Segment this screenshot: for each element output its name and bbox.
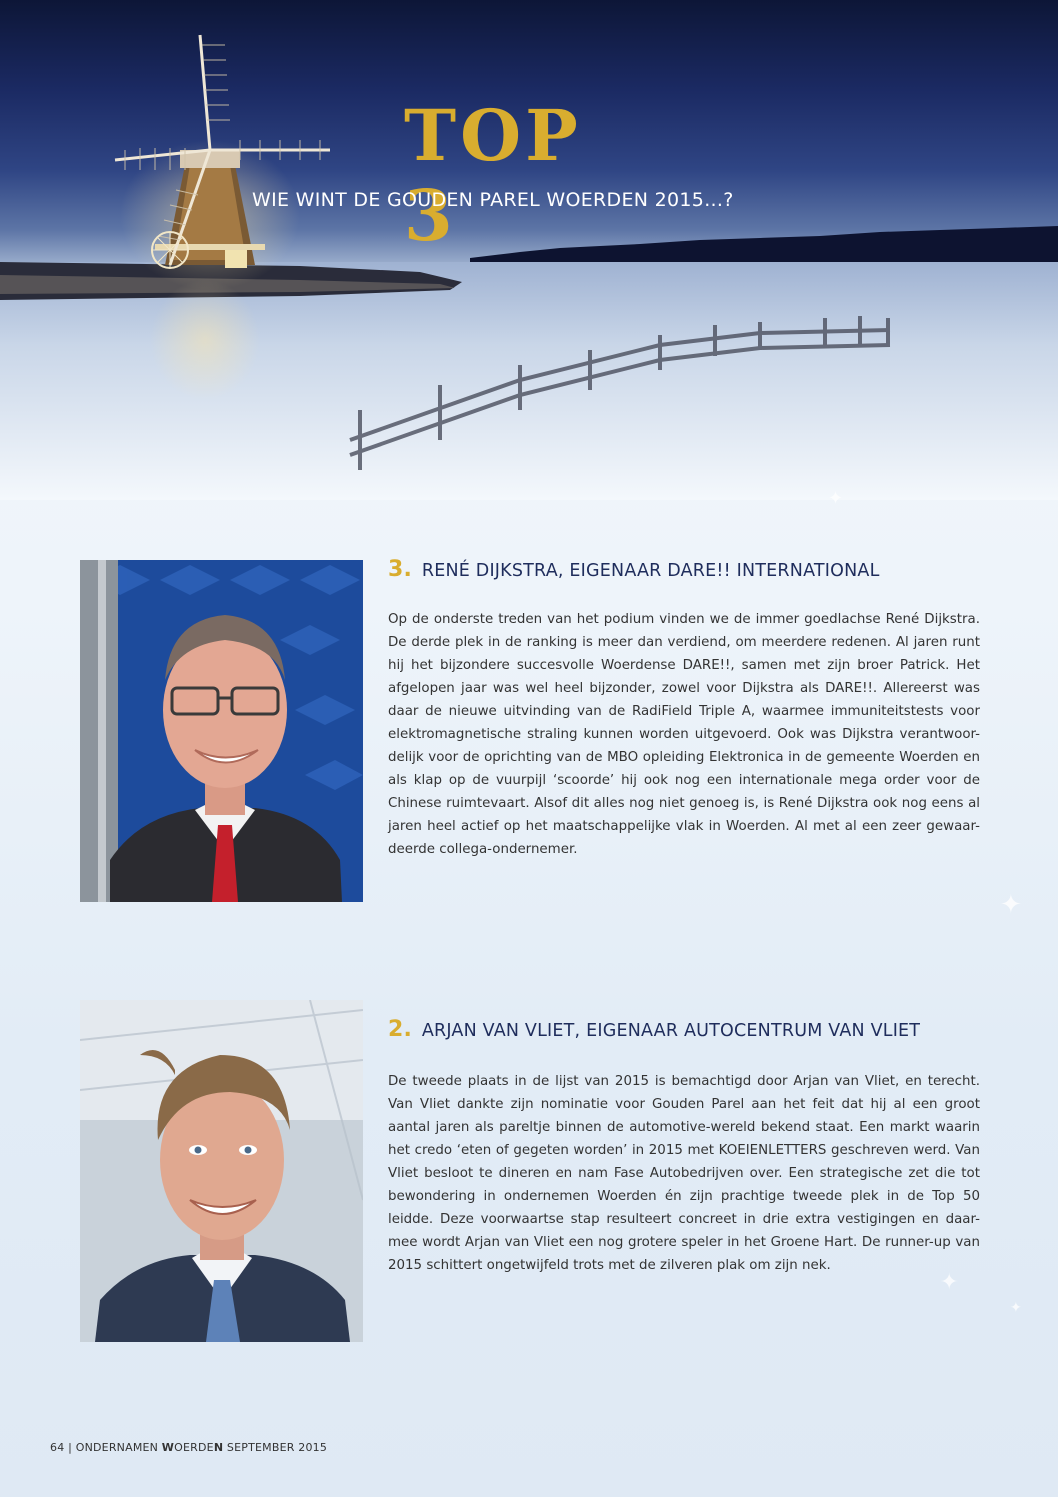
entry-title: RENÉ DIJKSTRA, EIGENAAR DARE!! INTERNATIONAL: [421, 561, 880, 581]
entry-heading: [388, 1017, 1008, 1042]
sparkle-icon: ✦: [1010, 1300, 1022, 1316]
magazine-name-part: W: [161, 1441, 175, 1454]
issue-date: SEPTEMBER 2015: [223, 1441, 328, 1454]
page-title: TOP 3: [404, 94, 582, 257]
magazine-name-part: OERDE: [174, 1441, 214, 1454]
entry-number: 2.: [388, 1017, 413, 1042]
footer-separator: |: [68, 1441, 73, 1454]
magazine-name-part: ONDERNAMEN: [75, 1441, 162, 1454]
sparkle-icon: ✦: [828, 488, 844, 509]
page-number: 64: [50, 1441, 65, 1454]
portrait-rene-dijkstra: [80, 560, 363, 902]
entry-number: 3.: [388, 557, 413, 582]
page-subtitle: WIE WINT DE GOUDEN PAREL WOERDEN 2015...?: [252, 189, 734, 211]
sparkle-icon: ✦: [940, 1270, 959, 1295]
entry-title: ARJAN VAN VLIET, EIGENAAR AUTOCENTRUM VAN VLIET: [421, 1021, 921, 1041]
entry-heading: [388, 557, 1008, 582]
portrait-arjan-van-vliet: [80, 1000, 363, 1342]
magazine-name-part: N: [213, 1441, 224, 1454]
page-footer: [50, 1441, 450, 1454]
header-photo: [0, 0, 1058, 500]
sparkle-icon: ✦: [1000, 890, 1022, 920]
entry-text: De tweede plaats in de lijst van 2015 is bemachtigd door Arjan van Vliet, en terecht. Van Vliet dankte zijn nominatie voor Gouden Parel aan het feit dat hij al een groot aantal jaren als pareltje binnen de automotive-wereld bekend staat. Een markt waarin het credo ‘eten of gegeten worden’ in 2015 met KOEIENLETTERS geschreven werd. Van Vliet besloot te dineren en nam Fase Autobedrijven over. Een strategische zet die tot bewondering in ondernemen Woerden én zijn prachtige tweede plek in de Top 50 leidde. Deze voorwaartse stap resulteert concreet in drie extra vestigingen en daar-mee wordt Arjan van Vliet een nog grotere speler in het Groene Hart. De runner-up van 2015 schittert ongetwijfeld trots met de zilveren plak om zijn nek.: [388, 1074, 980, 1273]
entry-text: Op de onderste treden van het podium vinden we de immer goedlachse René Dijkstra. De derde plek in de ranking is meer dan verdiend, om meerdere redenen. Al jaren runt hij het bijzondere succesvolle Woerdense DARE!!, samen met zijn broer Patrick. Het afgelopen jaar was wel heel bijzonder, zowel voor Dijkstra als DARE!!. Allereerst was daar de nieuwe uitvinding van de RadiField Triple A, waarmee immuniteitstests voor elektromagnetische straling kunnen worden uitgevoerd. Ook was Dijkstra verantwoor-delijk voor de oprichting van de MBO opleiding Elektronica in de gemeente Woerden en als klap op de vuurpijl ‘scoorde’ hij ook nog een internationale mega order voor de Chinese ruimtevaart. Alsof dit alles nog niet genoeg is, is René Dijkstra ook nog eens al jaren heel actief op het maatschappelijke vlak in Woerden. Al met al een zeer gewaar-deerde collega-ondernemer.: [388, 612, 980, 857]
